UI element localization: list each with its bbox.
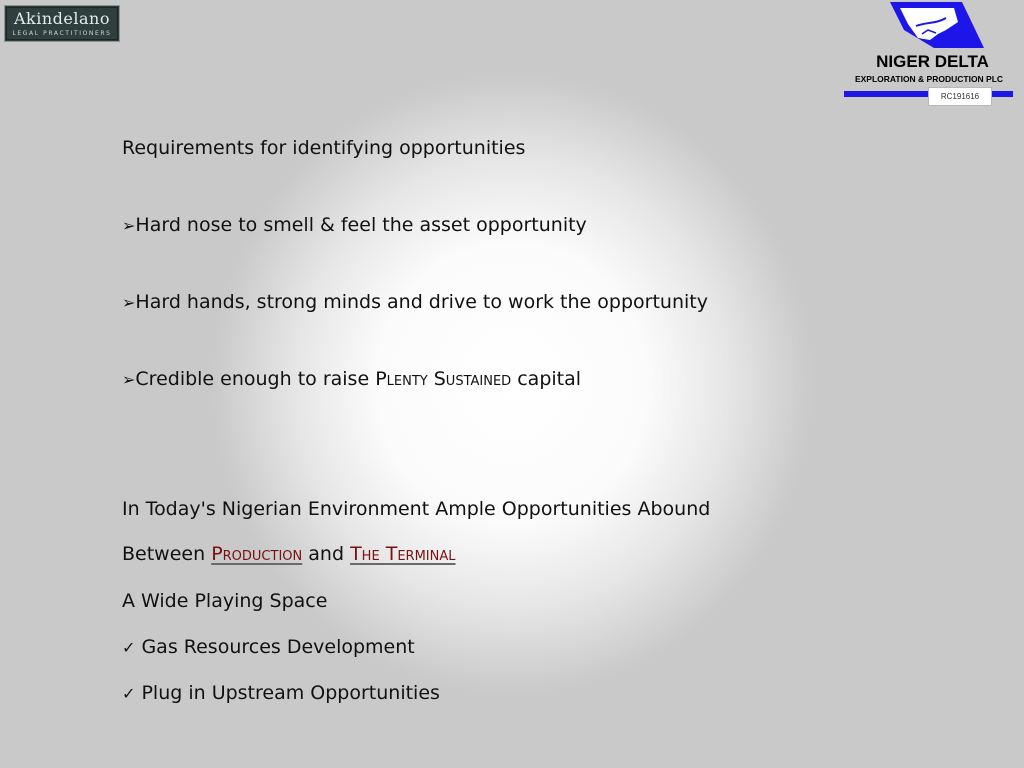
company-rc-number: RC191616 <box>928 87 992 106</box>
company-subtitle: EXPLORATION & PRODUCTION PLC <box>854 74 1004 84</box>
slide-heading: Requirements for identifying opportunities <box>122 137 526 159</box>
check-item <box>122 636 415 658</box>
bullet-text: Hard nose to smell & feel the asset opportunity <box>135 214 587 236</box>
production-term: Production <box>211 543 303 565</box>
between-mid: and <box>302 543 351 565</box>
niger-delta-logo <box>840 0 1020 110</box>
bullet-item <box>122 368 581 390</box>
bullet-text: Hard hands, strong minds and drive to work the opportunity <box>135 291 708 313</box>
environment-line: In Today's Nigerian Environment Ample Opportunities Abound <box>122 498 711 520</box>
bullet-item <box>122 214 587 236</box>
check-text: Plug in Upstream Opportunities <box>141 682 440 704</box>
playing-space-line: A Wide Playing Space <box>122 590 328 612</box>
firm-subtitle: LEGAL PRACTITIONERS <box>12 30 112 37</box>
arrow-bullet-icon: ➢ <box>122 293 136 312</box>
arrow-bullet-icon: ➢ <box>122 370 136 389</box>
akindelano-logo <box>4 5 120 42</box>
check-text: Gas Resources Development <box>141 636 415 658</box>
between-line <box>122 543 455 565</box>
bullet-emphasis: Plenty Sustained <box>375 368 512 390</box>
bullet-text: Credible enough to raise <box>135 368 376 390</box>
terminal-term: The Terminal <box>350 543 456 565</box>
bullet-item <box>122 291 708 313</box>
bullet-tail: capital <box>511 368 582 390</box>
niger-delta-map-emblem-icon <box>888 0 988 50</box>
arrow-bullet-icon: ➢ <box>122 216 136 235</box>
check-mark-icon: ✓ <box>122 684 136 703</box>
check-item <box>122 682 440 704</box>
firm-name: Akindelano <box>14 9 110 28</box>
company-name: NIGER DELTA <box>876 52 989 71</box>
between-prefix: Between <box>122 543 212 565</box>
check-mark-icon: ✓ <box>122 638 136 657</box>
